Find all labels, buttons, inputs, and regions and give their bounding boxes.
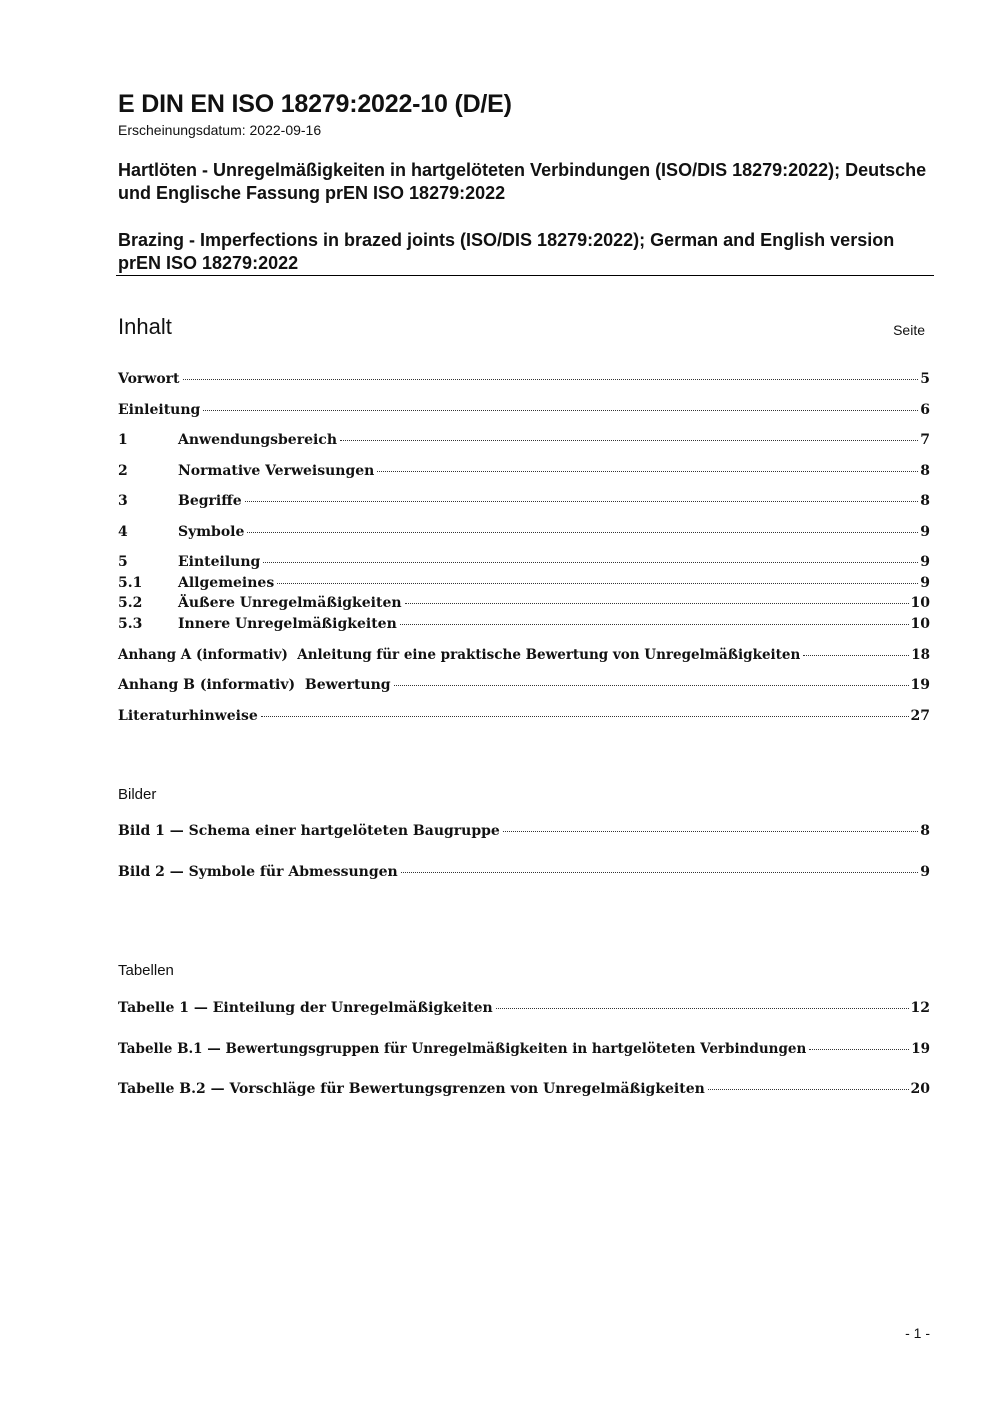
toc-entry[interactable] <box>118 575 930 595</box>
dot-leader <box>261 716 909 717</box>
header-divider <box>116 275 934 276</box>
toc-entry-page: 8 <box>920 493 930 509</box>
toc-entry-title: Äußere Unregelmäßigkeiten <box>178 595 402 611</box>
toc-entry[interactable] <box>118 463 930 483</box>
dot-leader <box>405 603 909 604</box>
dot-leader <box>400 624 909 625</box>
toc-entry-title: Normative Verweisungen <box>178 463 375 479</box>
dot-leader <box>277 583 918 584</box>
toc-entry-title: Einleitung <box>118 402 201 418</box>
dot-leader <box>503 831 918 832</box>
dot-leader <box>496 1008 909 1009</box>
toc-entry-title: Allgemeines <box>178 575 275 591</box>
figure-entry-title: Bild 2 — Symbole für Abmessungen <box>118 864 398 880</box>
table-entry-title: Tabelle 1 — Einteilung der Unregelmäßigkeiten <box>118 1000 493 1016</box>
tables-heading: Tabellen <box>118 962 174 979</box>
dot-leader <box>183 379 919 380</box>
toc-entry-page: 18 <box>911 647 930 663</box>
toc-entry-number: 1 <box>118 432 128 448</box>
table-entry-title: Tabelle B.1 — Bewertungsgruppen für Unregelmäßigkeiten in hartgelöteten Verbindungen <box>118 1041 807 1057</box>
dot-leader <box>809 1049 909 1050</box>
toc-entry[interactable] <box>118 371 930 391</box>
dot-leader <box>247 532 918 533</box>
title-german: Hartlöten - Unregelmäßigkeiten in hartgelöteten Verbindungen (ISO/DIS 18279:2022); Deutsche und Englische Fassung prEN ISO 18279:2022 <box>118 160 927 203</box>
toc-entry-page: 7 <box>920 432 930 448</box>
title-english: Brazing - Imperfections in brazed joints (ISO/DIS 18279:2022); German and English version prEN ISO 18279:2022 <box>118 230 895 273</box>
page-column-label: Seite <box>893 322 925 338</box>
table-entry[interactable] <box>118 1041 930 1061</box>
toc-heading: Inhalt <box>118 314 172 339</box>
publication-date: Erscheinungsdatum: 2022-09-16 <box>118 122 322 138</box>
toc-entry-page: 19 <box>910 677 930 693</box>
table-entry-title: Tabelle B.2 — Vorschläge für Bewertungsgrenzen von Unregelmäßigkeiten <box>118 1081 705 1097</box>
toc-entry-title: Einteilung <box>178 554 261 570</box>
toc-entry-number: 2 <box>118 463 128 479</box>
figure-entry-page: 9 <box>920 864 930 880</box>
toc-entry[interactable] <box>118 493 930 513</box>
toc-entry-title: Vorwort <box>118 371 180 387</box>
toc-entry-number: 5.2 <box>118 595 143 611</box>
figure-entry[interactable] <box>118 823 930 843</box>
toc-entry[interactable] <box>118 595 930 615</box>
table-entry[interactable] <box>118 1081 930 1101</box>
toc-entry[interactable] <box>118 432 930 452</box>
toc-entry-number: 5.3 <box>118 616 143 632</box>
document-id: E DIN EN ISO 18279:2022-10 (D/E) <box>118 90 512 118</box>
toc-entry-title: Anwendungsbereich <box>178 432 337 448</box>
dot-leader <box>377 471 918 472</box>
dot-leader <box>203 410 918 411</box>
table-entry-page: 20 <box>910 1081 930 1097</box>
toc-entry-page: 9 <box>920 524 930 540</box>
toc-entry-page: 9 <box>920 575 930 591</box>
toc-entry[interactable] <box>118 402 930 422</box>
toc-entry-page: 9 <box>920 554 930 570</box>
dot-leader <box>708 1089 909 1090</box>
figure-entry-title: Bild 1 — Schema einer hartgelöteten Baugruppe <box>118 823 500 839</box>
toc-entry-number: 3 <box>118 493 128 509</box>
dot-leader <box>340 440 918 441</box>
toc-entry[interactable] <box>118 554 930 574</box>
toc-entry-title: Symbole <box>178 524 245 540</box>
toc-entry-page: 10 <box>910 616 930 632</box>
figures-heading: Bilder <box>118 786 157 803</box>
dot-leader <box>263 562 918 563</box>
toc-entry-page: 5 <box>920 371 930 387</box>
toc-entry-page: 27 <box>910 708 930 724</box>
toc-entry-title: Anhang A (informativ) Anleitung für eine praktische Bewertung von Unregelmäßigkeiten <box>118 647 801 663</box>
toc-entry-number: 5 <box>118 554 128 570</box>
figure-entry-page: 8 <box>920 823 930 839</box>
dot-leader <box>394 685 909 686</box>
toc-entry[interactable] <box>118 647 930 667</box>
table-entry[interactable] <box>118 1000 930 1020</box>
toc-entry-title: Begriffe <box>178 493 242 509</box>
toc-entry-title: Literaturhinweise <box>118 708 258 724</box>
toc-entry[interactable] <box>118 524 930 544</box>
toc-entry-title: Anhang B (informativ) Bewertung <box>118 677 391 693</box>
table-entry-page: 12 <box>910 1000 930 1016</box>
toc-entry-page: 10 <box>910 595 930 611</box>
dot-leader <box>245 501 919 502</box>
page-number: - 1 - <box>905 1325 930 1341</box>
toc-entry-page: 8 <box>920 463 930 479</box>
toc-entry[interactable] <box>118 616 930 636</box>
toc-entry[interactable] <box>118 677 930 697</box>
toc-entry-page: 6 <box>920 402 930 418</box>
figure-entry[interactable] <box>118 864 930 884</box>
toc-entry-number: 5.1 <box>118 575 143 591</box>
toc-entry-number: 4 <box>118 524 128 540</box>
dot-leader <box>803 655 909 656</box>
table-entry-page: 19 <box>911 1041 930 1057</box>
toc-entry-title: Innere Unregelmäßigkeiten <box>178 616 397 632</box>
toc-entry[interactable] <box>118 708 930 728</box>
dot-leader <box>401 872 919 873</box>
